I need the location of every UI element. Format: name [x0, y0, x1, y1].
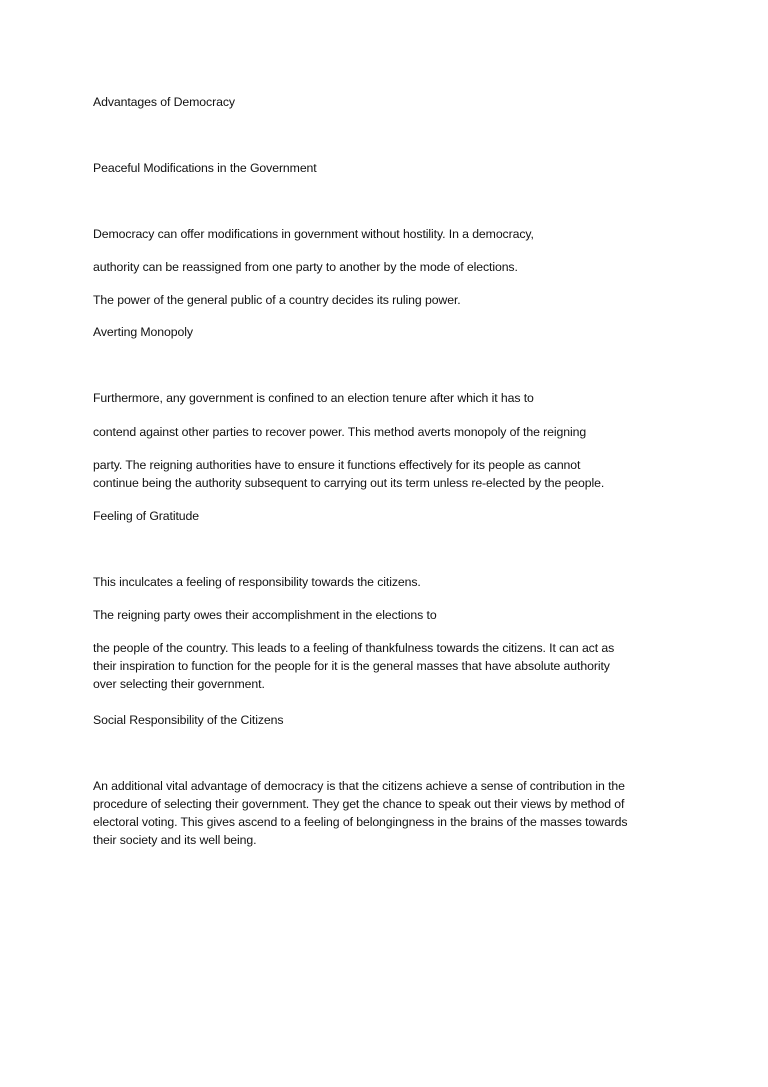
section-heading: Feeling of Gratitude	[93, 509, 200, 523]
paragraph	[93, 573, 693, 591]
paragraph-line: their inspiration to function for the people for it is the general masses that have absolute authority	[93, 659, 610, 673]
paragraph	[93, 777, 693, 849]
paragraph	[93, 291, 693, 309]
paragraph-line: the people of the country. This leads to a feeling of thankfulness towards the citizens. It can act as	[93, 641, 615, 655]
paragraph	[93, 423, 693, 441]
paragraph-line: The power of the general public of a country decides its ruling power.	[93, 293, 461, 307]
paragraph-line: This inculcates a feeling of responsibility towards the citizens.	[93, 575, 421, 589]
section-heading: Social Responsibility of the Citizens	[93, 713, 284, 727]
paragraph-line: The reigning party owes their accomplishment in the elections to	[93, 608, 437, 622]
paragraph-line: procedure of selecting their government. They get the chance to speak out their views by method of	[93, 797, 625, 811]
paragraph-line: electoral voting. This gives ascend to a feeling of belongingness in the brains of the masses towards	[93, 815, 628, 829]
paragraph	[93, 639, 693, 693]
paragraph	[93, 389, 693, 407]
paragraph-line: Democracy can offer modifications in government without hostility. In a democracy,	[93, 227, 534, 241]
paragraph	[93, 456, 693, 492]
document-title: Advantages of Democracy	[93, 95, 235, 109]
paragraph	[93, 258, 693, 276]
paragraph-line: over selecting their government.	[93, 677, 265, 691]
paragraph-line: their society and its well being.	[93, 833, 257, 847]
paragraph-line: continue being the authority subsequent to carrying out its term unless re-elected by the people.	[93, 476, 605, 490]
paragraph-line: Furthermore, any government is confined to an election tenure after which it has to	[93, 391, 534, 405]
paragraph-line: An additional vital advantage of democracy is that the citizens achieve a sense of contribution in the	[93, 779, 625, 793]
section-heading: Peaceful Modifications in the Government	[93, 161, 317, 175]
paragraph	[93, 606, 693, 624]
section-heading: Averting Monopoly	[93, 325, 193, 339]
paragraph-line: party. The reigning authorities have to ensure it functions effectively for its people as cannot	[93, 458, 581, 472]
paragraph-line: authority can be reassigned from one party to another by the mode of elections.	[93, 260, 518, 274]
paragraph	[93, 225, 693, 243]
paragraph-line: contend against other parties to recover power. This method averts monopoly of the reigning	[93, 425, 587, 439]
